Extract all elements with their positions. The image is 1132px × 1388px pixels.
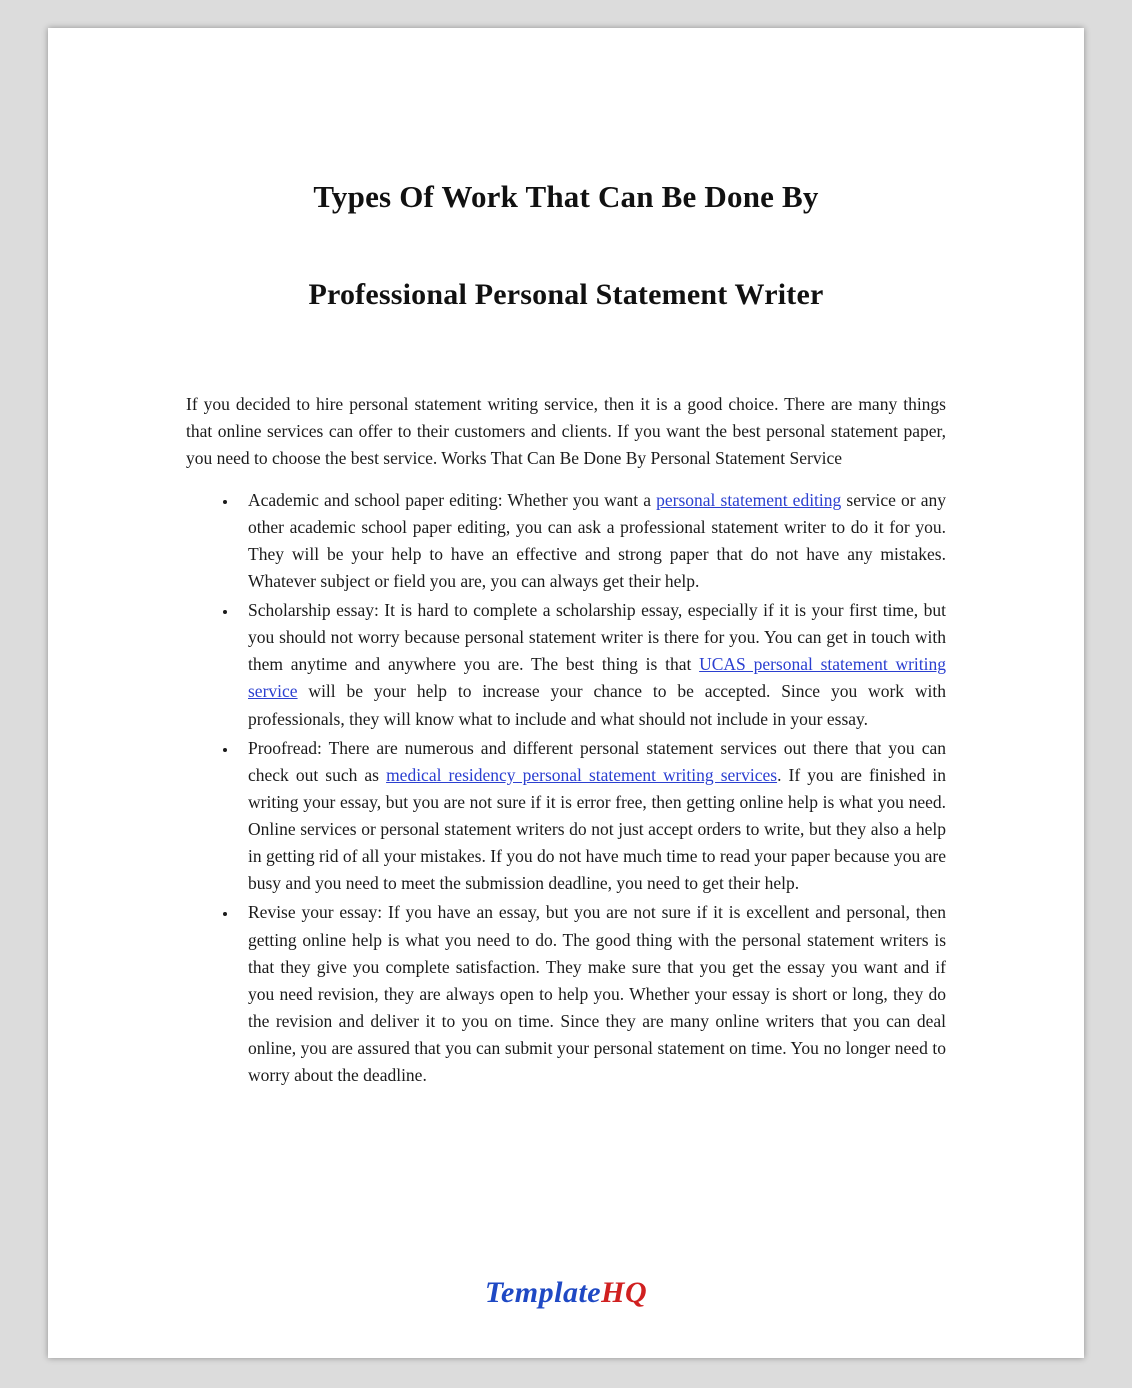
list-item-text-before: Scholarship essay: It is hard to complete a scholarship essay, especially if it is your first time, but you should not worry because personal statement writer is there for you. You can get in touch with them anytime and anywhere you are. The best thing is that xyxy=(248,600,946,675)
list-item-text-before: Academic and school paper editing: Whether you want a xyxy=(248,489,657,510)
page-title-line-1: Types Of Work That Can Be Done By xyxy=(313,179,819,214)
list-item-text-after: service or any other academic school paper editing, you can ask a professional statement writer to do it for you. They will be your help to have an effective and strong paper that do not have any mistakes. Whatever subject or field you are, you can always get their help. xyxy=(248,489,947,591)
intro-paragraph: If you decided to hire personal statement writing service, then it is a good choice. There are many things that online services can offer to their customers and clients. If you want the best personal statement paper, you need to choose the best service. Works That Can Be Done By Personal Statement Service xyxy=(186,394,946,469)
list-item-text-before: Revise your essay: If you have an essay, but you are not sure if it is excellent and personal, then getting online help is what you need to do. The good thing with the personal statement writers is that they give you complete satisfaction. They make sure that you get the essay you want and if you need revision, they are always open to help you. Whether your essay is short or long, they do the revision and deliver it to you on time. Since they are many online writers that you can deal online, you are assured that you can submit your personal statement on time. You no longer need to worry about the deadline. xyxy=(248,902,946,1086)
list-item xyxy=(238,487,946,596)
list-item xyxy=(238,899,946,1089)
document-body xyxy=(186,313,946,1089)
brand-name-part-1: Template xyxy=(484,1276,602,1309)
link-personal-statement-editing[interactable]: personal statement editing xyxy=(656,489,842,510)
list-item xyxy=(238,597,946,733)
bullet-list xyxy=(186,487,946,1090)
brand-name-part-2: HQ xyxy=(601,1276,648,1309)
document-page xyxy=(48,28,1084,1358)
link-ucas-personal-statement-writing-service[interactable]: UCAS personal statement writing service xyxy=(248,654,947,702)
list-item-text-after: . If you are finished in writing your essay, but you are not sure if it is error free, then getting online help is what you need. Online services or personal statement writers do not just accept orders to write, but they also a help in getting rid of all your mistakes. If you do not have much time to read your paper because you are busy and you need to meet the submission deadline, you need to get their help. xyxy=(248,764,946,894)
document-page-shadow xyxy=(48,28,1084,1358)
list-item-text-after: will be your help to increase your chance to be accepted. Since you work with professionals, they will know what to include and what should not include in your essay. xyxy=(248,681,946,729)
list-item xyxy=(238,735,946,898)
footer-brand-logo xyxy=(48,1276,1084,1310)
page-title-line-2: Professional Personal Statement Writer xyxy=(308,278,824,312)
list-item-text-before: Proofread: There are numerous and different personal statement services out there that you can check out such as xyxy=(248,737,946,785)
document-title-block xyxy=(48,28,1084,313)
link-medical-residency-personal-statement-writing-services[interactable]: medical residency personal statement writing services xyxy=(386,764,778,785)
